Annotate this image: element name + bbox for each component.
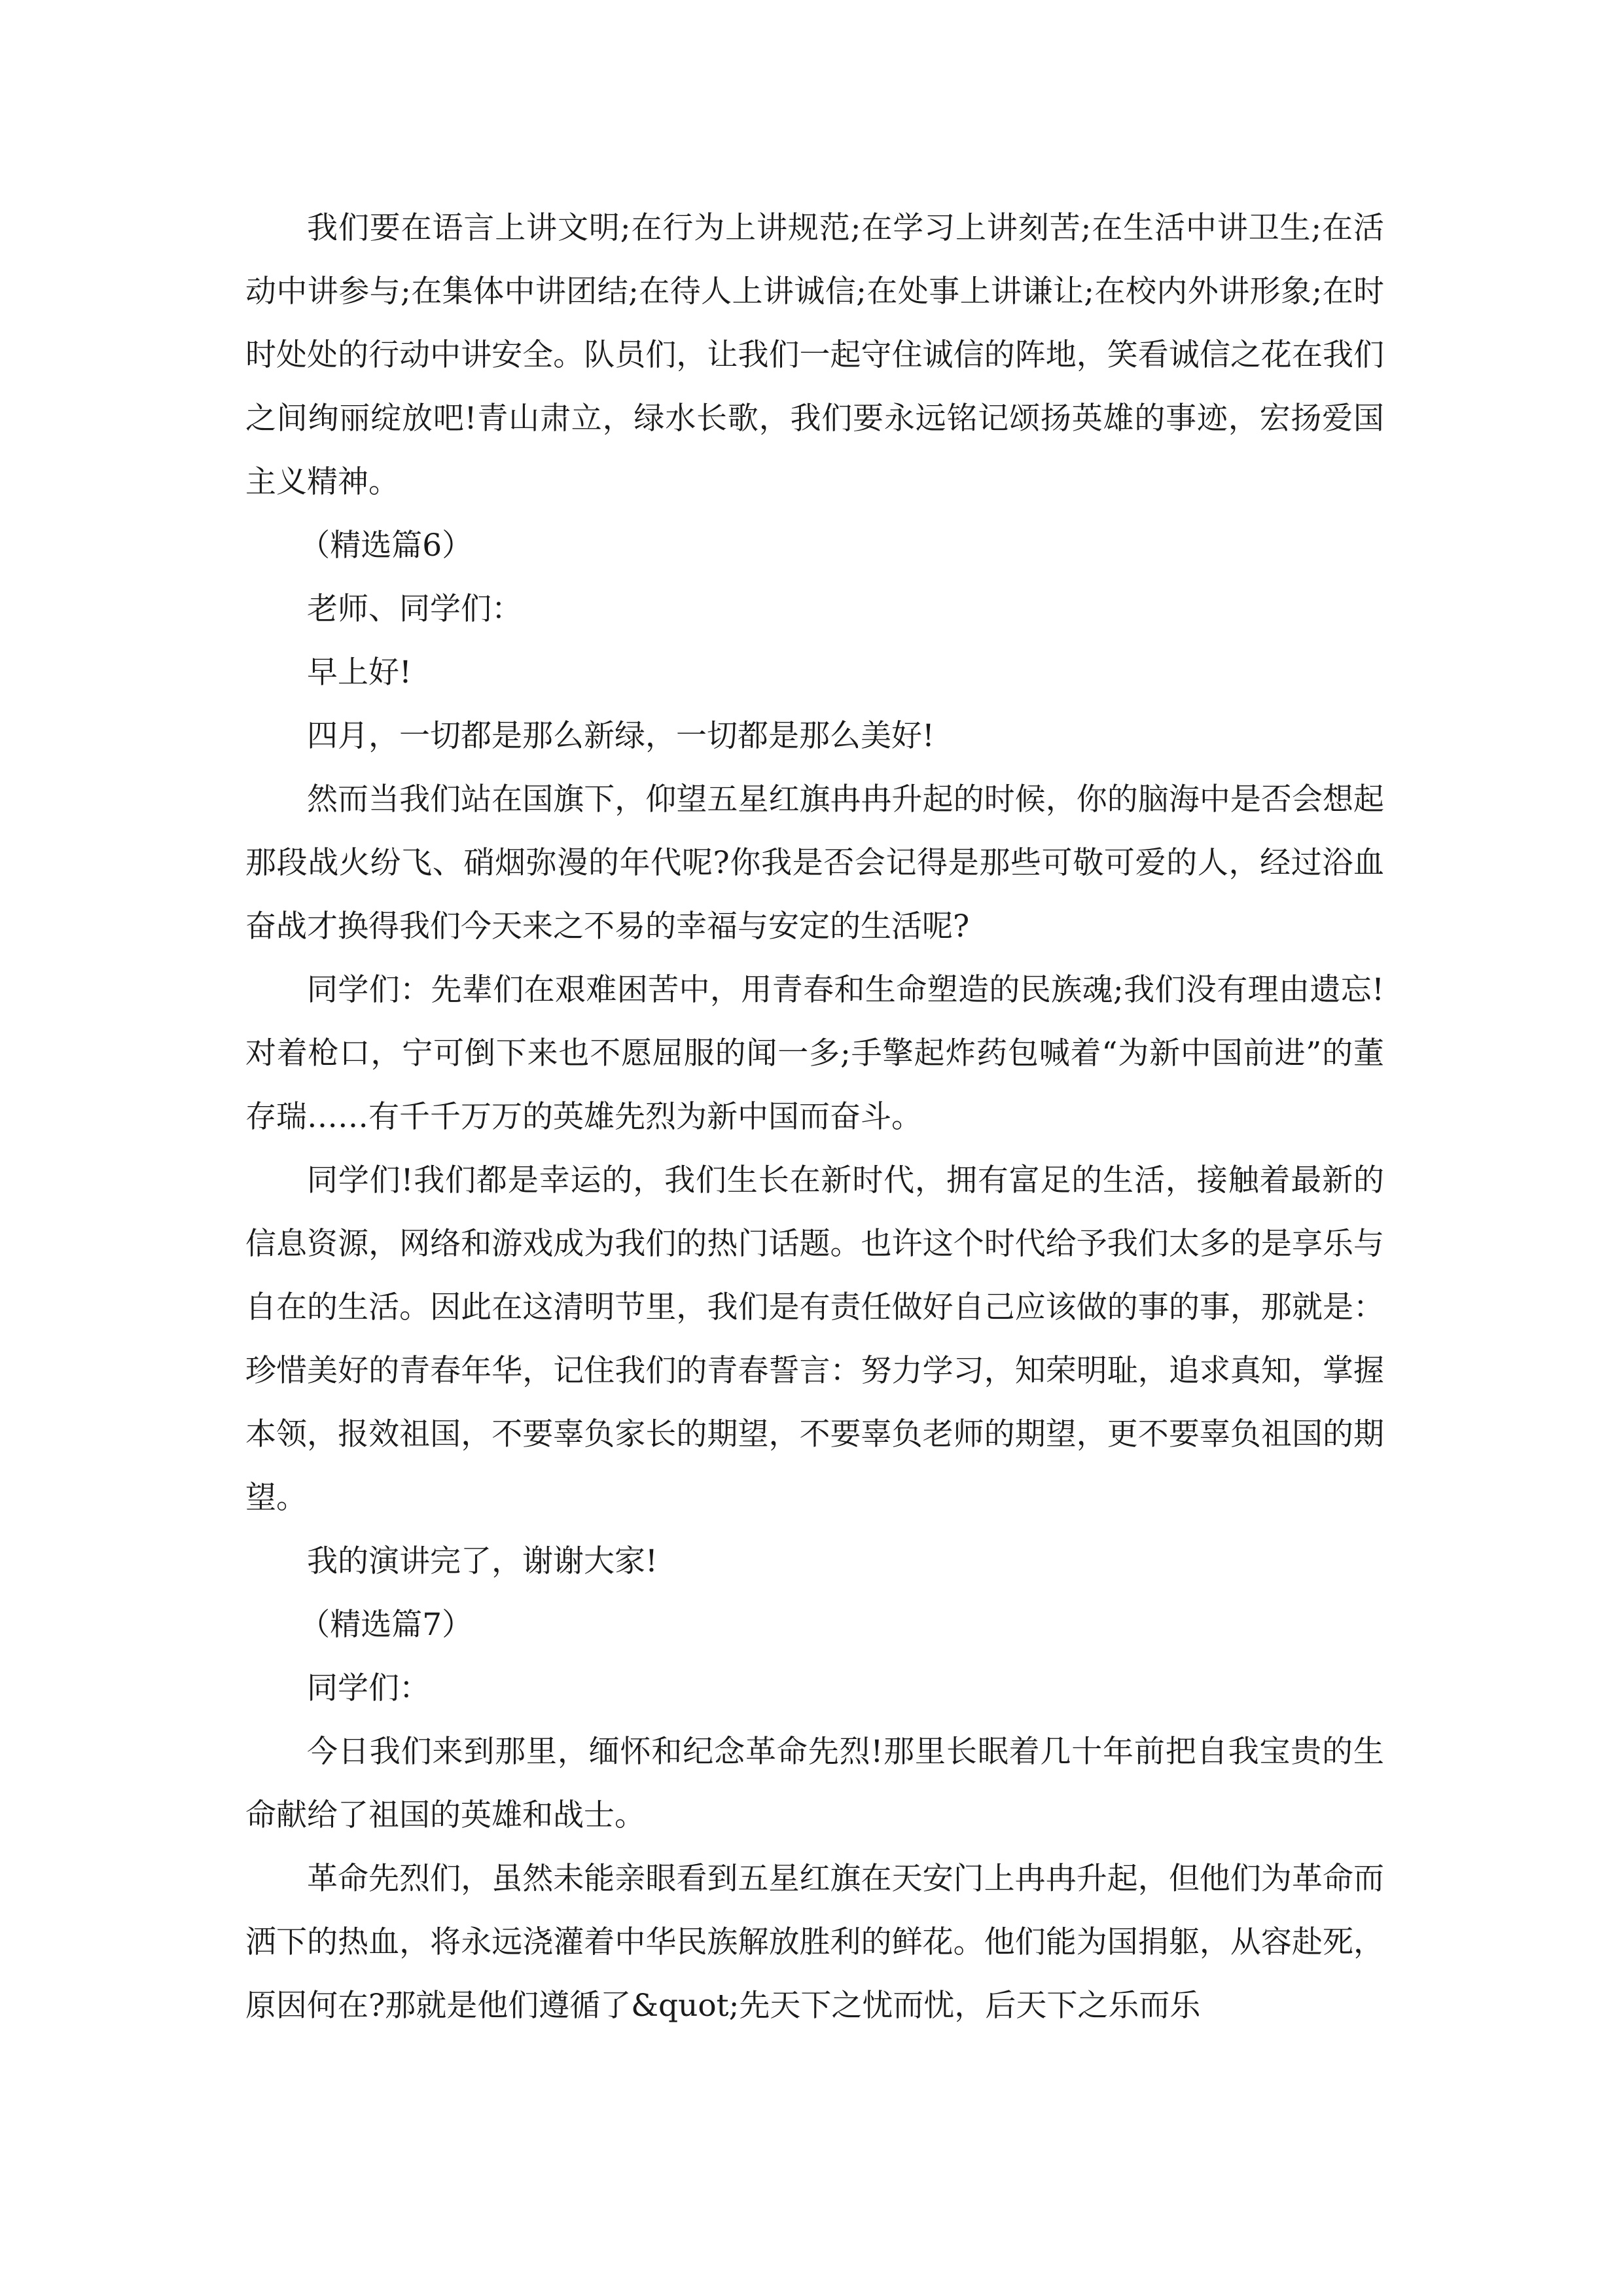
paragraph: 四月，一切都是那么新绿，一切都是那么美好! [307,718,935,754]
salutation: 老师、同学们： [307,591,522,627]
section-heading: （精选篇7） [299,1607,473,1643]
paragraph: 然而当我们站在国旗下，仰望五星红旗冉冉升起的时候，你的脑海中是否会想起那段战火纷飞、硝烟弥漫的年代呢?你我是否会记得是那些可敬可爱的人，经过浴血奋战才换得我们今天来之不易的幸福与安定的生活呢? [245,781,1384,944]
salutation: 同学们： [307,1670,430,1706]
paragraph: 同学们：先辈们在艰难困苦中，用青春和生命塑造的民族魂;我们没有理由遗忘!对着枪口，宁可倒下来也不愿屈服的闻一多;手擎起炸药包喊着“为新中国前进”的董存瑞……有千千万万的英雄先烈为新中国而奋斗。 [245,972,1384,1135]
section-heading: （精选篇6） [299,528,473,564]
greeting: 早上好! [307,655,412,691]
closing-line: 我的演讲完了，谢谢大家! [307,1543,658,1579]
paragraph: 今日我们来到那里，缅怀和纪念革命先烈!那里长眠着几十年前把自我宝贵的生命献给了祖国的英雄和战士。 [245,1734,1384,1833]
paragraph: 我们要在语言上讲文明;在行为上讲规范;在学习上讲刻苦;在生活中讲卫生;在活动中讲参与;在集体中讲团结;在待人上讲诚信;在处事上讲谦让;在校内外讲形象;在时时处处的行动中讲安全。队员们，让我们一起守住诚信的阵地，笑看诚信之花在我们之间绚丽绽放吧!青山肃立，绿水长歌，我们要永远铭记颂扬英雄的事迹，宏扬爱国主义精神。 [245,210,1384,500]
paragraph: 革命先烈们，虽然未能亲眼看到五星红旗在天安门上冉冉升起，但他们为革命而洒下的热血，将永远浇灌着中华民族解放胜利的鲜花。他们能为国捐躯，从容赴死，原因何在?那就是他们遵循了&quot;先天下之忧而忧，后天下之乐而乐 [245,1861,1384,2024]
document-body [245,196,1384,2037]
paragraph: 同学们!我们都是幸运的，我们生长在新时代，拥有富足的生活，接触着最新的信息资源，网络和游戏成为我们的热门话题。也许这个时代给予我们太多的是享乐与自在的生活。因此在这清明节里，我们是有责任做好自己应该做的事的事，那就是：珍惜美好的青春年华，记住我们的青春誓言：努力学习，知荣明耻，追求真知，掌握本领，报效祖国，不要辜负家长的期望，不要辜负老师的期望，更不要辜负祖国的期望。 [245,1162,1384,1516]
